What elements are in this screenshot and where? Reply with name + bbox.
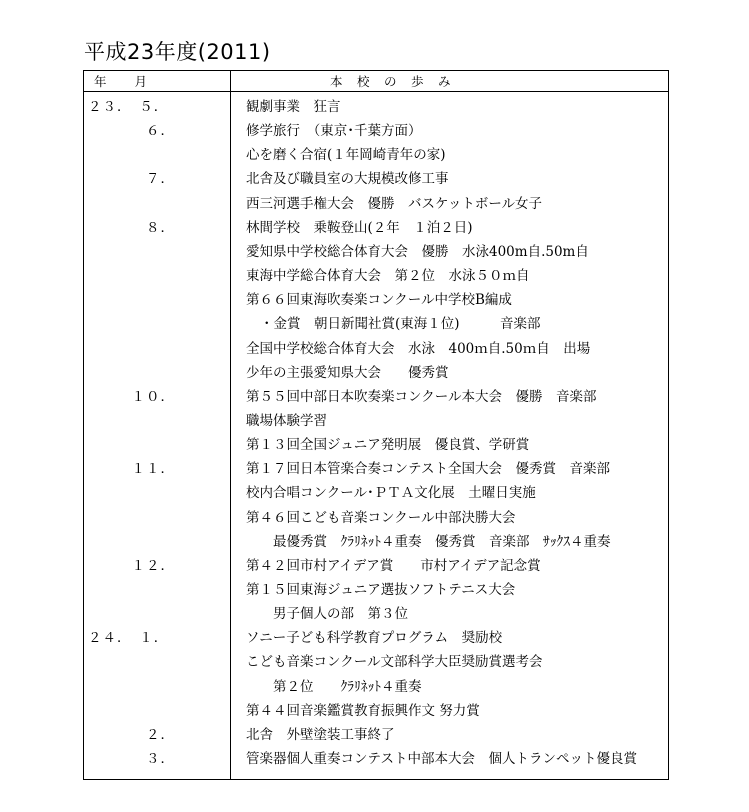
row-date: ７． [88, 171, 175, 188]
table-row [84, 699, 668, 723]
table-row [84, 95, 668, 119]
table-row [84, 240, 668, 264]
row-event: 第２位 ｸﾗﾘﾈｯﾄ４重奏 [273, 678, 422, 695]
table-row [84, 288, 668, 312]
row-event: 第４４回音楽鑑賞教育振興作文 努力賞 [246, 702, 480, 719]
row-event: 管楽器個人重奏コンテスト中部本大会 個人トランペット優良賞 [246, 751, 637, 768]
row-event: 北舎 外壁塗装工事終了 [246, 726, 395, 743]
table-row [84, 385, 668, 409]
row-event: 第１７回日本管楽合奏コンテスト全国大会 優秀賞 音楽部 [246, 461, 610, 478]
table-row [84, 216, 668, 240]
row-event: 観劇事業 狂言 [246, 99, 341, 115]
row-event: 第５５回中部日本吹奏楽コンクール本大会 優勝 音楽部 [246, 388, 597, 405]
row-date: ２３． ５． [88, 99, 169, 115]
header-history: 本 校 の 歩 み [330, 74, 452, 89]
table-row [84, 530, 668, 554]
row-date: ２． [88, 726, 175, 743]
row-event: 北舎及び職員室の大規模改修工事 [246, 171, 449, 188]
table-row [84, 747, 668, 771]
table-row [84, 409, 668, 433]
table-row [84, 723, 668, 747]
row-event: 心を磨く合宿(１年岡崎青年の家) [246, 147, 446, 164]
table-row [84, 481, 668, 505]
row-event: 東海中学総合体育大会 第２位 水泳５０ｍ自 [246, 268, 530, 285]
row-event: 愛知県中学校総合体育大会 優勝 水泳400m自.50m自 [246, 243, 589, 260]
row-event: 第４６回こども音楽コンクール中部決勝大会 [246, 509, 516, 526]
row-date: ２４． １． [88, 630, 169, 647]
table-row [84, 143, 668, 167]
table-row [84, 167, 668, 191]
table-row [84, 650, 668, 674]
row-event: ・金賞 朝日新聞社賞(東海１位) 音楽部 [260, 316, 541, 333]
row-event: 最優秀賞 ｸﾗﾘﾈｯﾄ４重奏 優秀賞 音楽部 ｻｯｸｽ４重奏 [273, 533, 611, 550]
table-row [84, 626, 668, 650]
table-row [84, 361, 668, 385]
row-date: ３． [88, 751, 175, 768]
table-row [84, 337, 668, 361]
page-title: 平成23年度(2011) [84, 40, 271, 64]
row-date: ８． [88, 219, 175, 236]
table-row [84, 578, 668, 602]
table-row [84, 192, 668, 216]
row-event: こども音楽コンクール文部科学大臣奨励賞選考会 [246, 654, 543, 671]
table-row [84, 457, 668, 481]
header-date: 年 月 [94, 74, 149, 89]
history-table [83, 70, 669, 780]
row-event: 修学旅行 （東京･千葉方面） [246, 123, 422, 140]
row-date: １２． [88, 557, 175, 574]
row-event: 西三河選手権大会 優勝 バスケットボール女子 [246, 195, 543, 212]
row-event: 男子個人の部 第３位 [273, 606, 408, 623]
table-row [84, 506, 668, 530]
row-event: 第１５回東海ジュニア選抜ソフトテニス大会 [246, 582, 516, 598]
row-date: １１． [88, 461, 175, 478]
row-event: 全国中学校総合体育大会 水泳 400ｍ自.50ｍ自 出場 [246, 340, 591, 357]
table-row [84, 675, 668, 699]
table-row [84, 602, 668, 626]
row-date: １０． [88, 388, 175, 405]
row-date: ６． [88, 123, 175, 140]
table-row [84, 554, 668, 578]
row-event: 校内合唱コンクール･ＰＴＡ文化展 土曜日実施 [246, 485, 536, 502]
table-row [84, 264, 668, 288]
table-row [84, 312, 668, 336]
table-row [84, 119, 668, 143]
row-event: 少年の主張愛知県大会 優秀賞 [246, 364, 449, 381]
row-event: ソニー子ども科学教育プログラム 奨励校 [246, 630, 503, 647]
table-row [84, 433, 668, 457]
row-event: 林間学校 乗鞍登山(２年 １泊２日) [246, 219, 473, 236]
row-event: 職場体験学習 [246, 412, 327, 429]
header-divider [84, 91, 668, 92]
row-event: 第４２回市村アイデア賞 市村アイデア記念賞 [246, 557, 541, 574]
row-event: 第６６回東海吹奏楽コンクール中学校B編成 [246, 292, 512, 309]
row-event: 第１３回全国ジュニア発明展 優良賞、学研賞 [246, 437, 530, 454]
